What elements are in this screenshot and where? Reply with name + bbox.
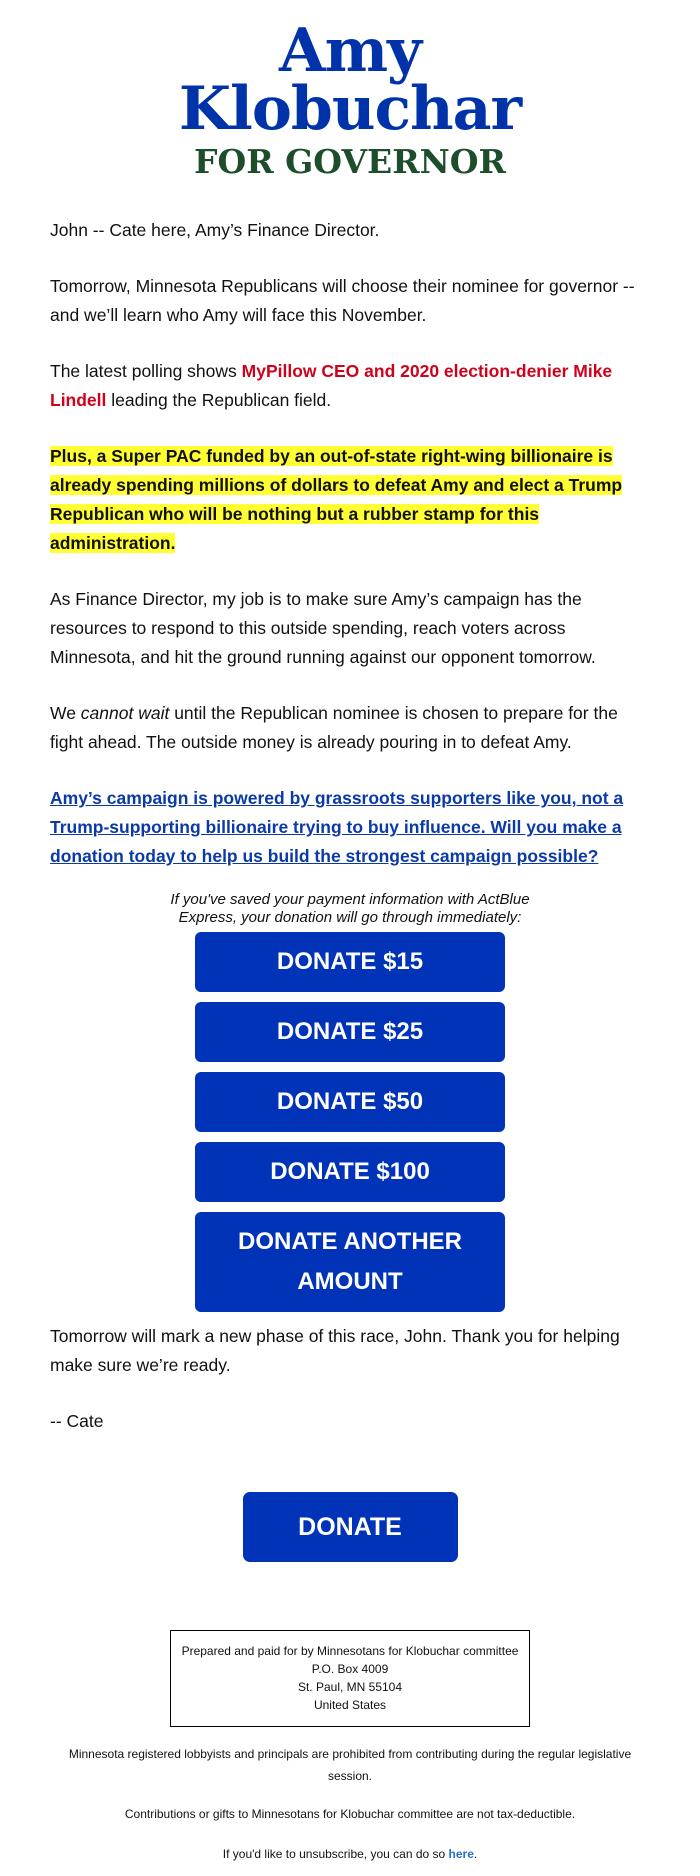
- country-line: United States: [313, 1698, 387, 1712]
- logo-last-name: Klobuchar: [178, 74, 522, 144]
- express-note-line-2: Express, your donation will go through immediately:: [178, 909, 522, 926]
- polling-text-after: leading the Republican field.: [106, 390, 332, 410]
- unsubscribe-before: If you'd like to unsubscribe, you can do so: [222, 1847, 449, 1861]
- donate-appeal-link[interactable]: Amy’s campaign is powered by grassroots supporters like you, not a Trump-supporting billionaire trying to buy influence. Will you make a donation today to help us build the strongest campaign possible?: [50, 788, 624, 866]
- polling-text-before: The latest polling shows: [50, 361, 242, 381]
- cannot-wait-after: until the Republican nominee is chosen to prepare for the fight ahead. The outside money is already pouring in to defeat Amy.: [50, 703, 618, 752]
- donate-15-button[interactable]: DONATE $15: [195, 932, 505, 992]
- express-note-line-1: If you've saved your payment information with ActBlue: [170, 891, 530, 908]
- cannot-wait-before: We: [50, 703, 81, 723]
- unsubscribe-note: [60, 1843, 640, 1865]
- logo-first-name: Amy: [279, 16, 421, 86]
- final-donate-button[interactable]: DONATE: [243, 1492, 458, 1562]
- donate-another-line-2: AMOUNT: [297, 1268, 403, 1295]
- po-box-line: P.O. Box 4009: [311, 1662, 389, 1676]
- super-pac-highlight: Plus, a Super PAC funded by an out-of-state right-wing billionaire is already spending millions of dollars to defeat Amy and elect a Trump Republican who will be nothing but a rubber stamp for this administration.: [50, 446, 623, 553]
- greeting: John -- Cate here, Amy’s Finance Director.: [50, 220, 380, 240]
- cannot-wait-italic: cannot wait: [80, 703, 170, 723]
- paid-by-line: Prepared and paid for by Minnesotans for Klobuchar committee: [181, 1644, 519, 1658]
- city-line: St. Paul, MN 55104: [297, 1680, 403, 1694]
- donate-another-line-1: DONATE ANOTHER: [238, 1228, 462, 1255]
- email-body: [0, 216, 700, 1436]
- paragraph-new-phase: Tomorrow will mark a new phase of this race, John. Thank you for helping make sure we’re ready.: [50, 1326, 620, 1375]
- polling-highlight-red: MyPillow CEO and 2020 election-denier Mike Lindell: [50, 361, 613, 410]
- paragraph-super-pac: [50, 442, 650, 558]
- donate-another-amount-button[interactable]: [195, 1212, 505, 1312]
- tax-note: Contributions or gifts to Minnesotans for Klobuchar committee are not tax-deductible.: [124, 1807, 576, 1821]
- lobbyists-note: Minnesota registered lobbyists and principals are prohibited from contributing during the regular legislative session.: [68, 1747, 632, 1783]
- paragraph-finance-director: As Finance Director, my job is to make sure Amy’s campaign has the resources to respond to this outside spending, reach voters across Minnesota, and hit the ground running against our opponent tomorrow.: [50, 589, 596, 667]
- unsubscribe-link[interactable]: here: [448, 1847, 474, 1861]
- donate-50-button[interactable]: DONATE $50: [195, 1072, 505, 1132]
- actblue-express-note: [50, 891, 650, 927]
- paragraph-cannot-wait: [50, 699, 650, 757]
- paragraph-donate-link: [50, 784, 650, 871]
- paid-for-disclaimer: [170, 1630, 530, 1727]
- unsubscribe-after: .: [473, 1847, 478, 1861]
- paragraph-nominee: Tomorrow, Minnesota Republicans will choose their nominee for governor -- and we’ll learn who Amy will face this November.: [50, 276, 635, 325]
- logo: [0, 0, 700, 182]
- donate-100-button[interactable]: DONATE $100: [195, 1142, 505, 1202]
- logo-tagline: FOR GOVERNOR: [194, 142, 506, 181]
- paragraph-polling: [50, 357, 650, 415]
- signoff: -- Cate: [50, 1411, 104, 1431]
- donate-25-button[interactable]: DONATE $25: [195, 1002, 505, 1062]
